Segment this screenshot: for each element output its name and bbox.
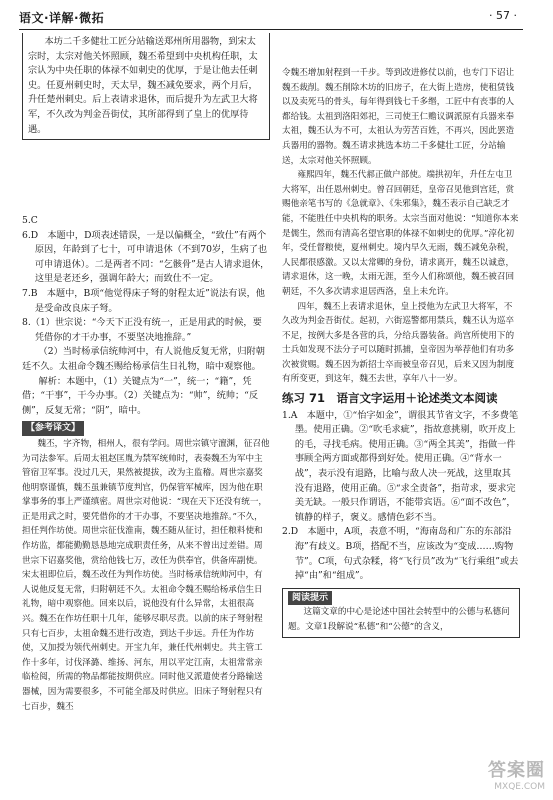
watermark-logo — [488, 756, 545, 792]
reading-tip-box — [282, 588, 520, 638]
left-column — [22, 214, 270, 714]
translation-paragraph-3: 雍熙四年，魏丕代郝正做户部使。端拱初年，升任左屯卫大将军，出任恩州刺史。曾召回朝廷，皇帝召见他到宫廷，赏赐他亲笔书写的《急就章》、《朱邪集》，魏丕表示自己缺乏才能，不能胜任中央机构的职务。太宗当面对他说：“知道你本来是儒生，然而有清高名望官职的体禄不如刺史的优厚。”淳化初年，受任督粮使，夏州刺史。境内早久无雨，魏丕减免杂税，人民都很感激。又以太常卿的身份，请求离开，魏丕以诚意，请求退休，这一晚，太雨无涯，至今人们称颂他，魏丕被召回朝廷，不久多次请求退居西洛，皇上未允许。 — [282, 170, 519, 297]
answer-6: 6.D 本题中，D项表述错误，一是以偏概全，“致仕”有两个原因，年龄到了七十，可申请退休（不到70岁，生病了也可申请退休）。二是两者不同：“乞骸骨”是古人请求退休，这里是老还乡，强调年龄大；而致仕不一定。 — [22, 229, 270, 285]
answer-analysis: 解析：本题中，（1）关键点为“一”，统一；“籍”，凭借；“干事”，干今办事。（2）关键点为：“帅”，统帅；“反侧”，反复无常；“阴”，暗中。 — [22, 375, 259, 416]
header-rule — [19, 29, 523, 30]
reference-translation-label: 【参考译文】 — [22, 421, 84, 436]
page-number: · 57 · — [489, 9, 517, 22]
exercise-title: 练习 71 语言文字运用＋论述类文本阅读 — [282, 391, 498, 406]
answer-8-part2: （2）当时杨承信统帅河中，有人说他反复无常，归附朝廷不久。太祖命令魏丕赐给杨承信生日礼物，暗中观察他。 — [22, 346, 265, 372]
answer-8-part1: 8.（1）世宗说：“今天下正没有统一，正是用武的时候，要凭借你的才干办事，不要坚决地推辞。” — [22, 317, 262, 343]
watermark-line1: 答案圈 — [488, 760, 545, 781]
right-column — [282, 66, 520, 638]
continued-translation-text: 本坊二千多健壮工匠分站输送郑州所用器物，到宋太宗时，太宗对他关怀照顾，魏丕希望到中央机构任职，太宗认为中央任职的体禄不如刺史的优厚，于是让他去任刺史。任夏州刺史时，天太早，魏丕减免要求，两个月后，升任楚州刺史。后上表请求退休，而后提升为左武卫大将军，不久改为判金吾街仗，其所部得到了皇上的优厚待遇。 — [28, 36, 258, 135]
book-title: 语文·详解·微拓 — [19, 11, 105, 25]
watermark-line2: MXQE.COM — [494, 782, 545, 792]
translation-paragraph-2: 令魏丕增加射程到一千步。等到改进修仗以前，也专门下诏让魏丕裁削。魏丕削除木坊的旧房子，在大街上造房，使租赁钱以及卖死马的骨头，每年得到钱七千多缗，工匠中有丧事的人都给钱。太祖到洛阳郊祀，三司使王仁赡议调派原有兵器来奉太祖，魏丕认为不可，太祖认为劳苦百姓，不再兴，因此罢造兵器用的器物。魏丕请求挑选本坊二千多健壮工匠，分站输送，太宗对他关怀照顾。 — [282, 68, 515, 166]
translation-paragraph-1: 魏丕，字齐物，相州人，很有学问。周世宗镇守澶渊，征召他为司法参军。后周太祖赵匡胤为禁军统帅时，表奏魏丕为军中主管宿卫军事。没过几天，果然被提拔，改为主监稽。周世宗嘉奖他明察谨慎，魏丕虽兼镇节度判官，仍保管军械库，因为他在职掌事务的事上严谨缜密。周世宗对他说：“现在天下还没有统一，正是用武之时，要凭借你的才干办事，不要坚决地推辞。”不久，担任判作坊使。周世宗征伐淮南，魏丕随从征讨，担任粮料使和作坊监，都能勤勤恳恳地完成职责任务，从来不曾出过差错。周世宗下诏嘉奖他，赏给他钱七万，改任为供奉官，供备库副使。宋太祖即位后，魏丕改任为判作坊使。当时杨承信统帅河中，有人说他反复无常，归附朝廷不久。太祖命令魏丕赐给杨承信生日礼物，暗中观察他。回来以后，说他没有什么异常，太祖很高兴。魏丕在作坊任职十几年，能够尽职尽责。以前的床子弩射程只有七百步，太祖命魏丕进行改造，到达千步远。升任为作坊使，又加授为领代州刺史。开宝九年，兼任代州刺史。共主管工作十多年，讨伐泽潞、维扬、河东，用以平定江南，太祖常常亲临检阅，所需的物品都能按期供应。同时他又派遣使者分路输送器械，因为需要很多，不可能全部及时供应。旧床子弩射程只有七百步，魏丕 — [22, 438, 270, 712]
reading-tip-label: 阅读提示 — [288, 591, 332, 606]
reading-tip-text: 这篇文章的中心是论述中国社会转型中的公德与私德问题。文章1段解说“私德”和“公德”的含义， — [288, 607, 510, 632]
question-2-answer: 2.D 本题中，A项，表意不明，“海南岛和广东的东部沿海”有歧义。B项，搭配不当，应该改为“变成……购物节”。C项，句式杂糅，将“飞行员”改为“飞行乘组”或去掉“由”和“组成”。 — [282, 526, 519, 582]
translation-paragraph-4: 四年，魏丕上表请求退休，皇上授他为左武卫大将军，不久改为判金吾街仗。起初，六街巡警都用禁兵，魏丕认为巡卒不足，按例大多是各营的兵，分给兵器装备。尚宫所使用下的士兵如发现不法分子可以随时抓捕，皇帝因为举荐他们有功多次被赏赐。魏丕因为新招士卒而被皇帝召见，后来又因为制度有所变更，到这年，魏丕去世，享年八十一岁。 — [282, 301, 515, 385]
continued-translation-box — [22, 33, 270, 140]
answer-7: 7.B 本题中，B项“他觉得床子弩的射程太近”说法有误，他是受命改良床子弩。 — [22, 287, 265, 314]
question-1-answer: 1.A 本题中，①“怡字如金”，谓很其节省文字，不多费笔墨。使用正确。②“吹毛求疵”，指故意挑剔，吹开皮上的毛，寻找毛病。使用正确。③“两全其美”，指做一件事顾全两方面或都得到好处。使用正确。④“背水一战”，表示没有退路，比喻与敌人决一死战，这里取其没有退路，使用正确。⑤“求全责备”，指苛求，要求完美无缺。一般只作谓语，不能带宾语。⑥“面不改色”，镇静的样子，褒义。感情色彩不当。 — [282, 409, 519, 523]
answer-5: 5.C — [22, 215, 38, 226]
